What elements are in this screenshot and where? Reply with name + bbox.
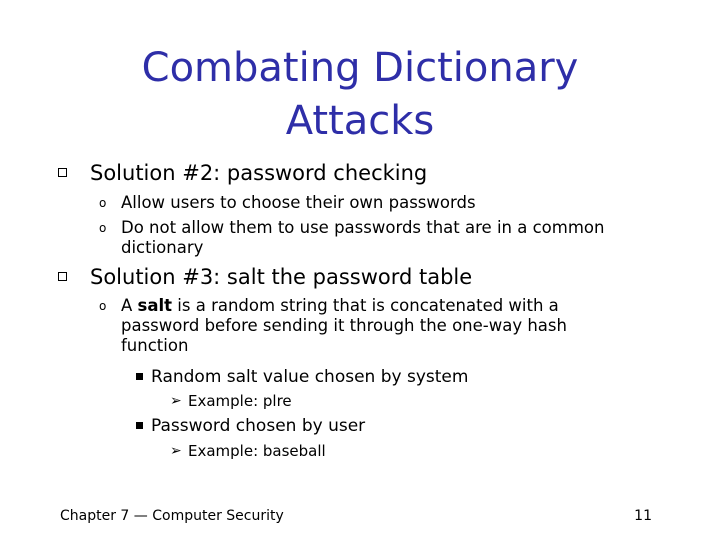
salt-prefix: A (121, 296, 138, 315)
footer-chapter: Chapter 7 — Computer Security (60, 508, 284, 524)
bullet-text: Solution #2: password checking (90, 161, 428, 185)
bullet-text: Solution #3: salt the password table (90, 265, 473, 289)
circle-bullet-icon: o (99, 196, 107, 210)
subbullet-text: Do not allow them to use passwords that are in a common dictionary (121, 218, 605, 257)
subbullet-text (121, 296, 636, 356)
level4-text: Example: plre (188, 392, 292, 410)
page-number: 11 (634, 508, 652, 524)
slide-title-line-2: Attacks (285, 98, 435, 144)
square-bullet-icon (58, 272, 67, 281)
subbullet-text: Allow users to choose their own passwords (121, 193, 476, 212)
square-filled-bullet-icon (136, 373, 143, 380)
level3-text: Random salt value chosen by system (151, 367, 469, 387)
circle-bullet-icon: o (99, 299, 107, 313)
level3-text: Password chosen by user (151, 416, 366, 436)
salt-rest: is a random string that is concatenated with a password before sending it through the one-way hash function (121, 296, 567, 355)
circle-bullet-icon: o (99, 221, 107, 235)
salt-keyword: salt (137, 296, 173, 315)
arrow-bullet-icon: ➢ (170, 393, 182, 409)
square-filled-bullet-icon (136, 422, 143, 429)
slide-title-line-1: Combating Dictionary (141, 45, 579, 91)
square-bullet-icon (58, 168, 67, 177)
arrow-bullet-icon: ➢ (170, 443, 182, 459)
level4-text: Example: baseball (188, 442, 326, 460)
